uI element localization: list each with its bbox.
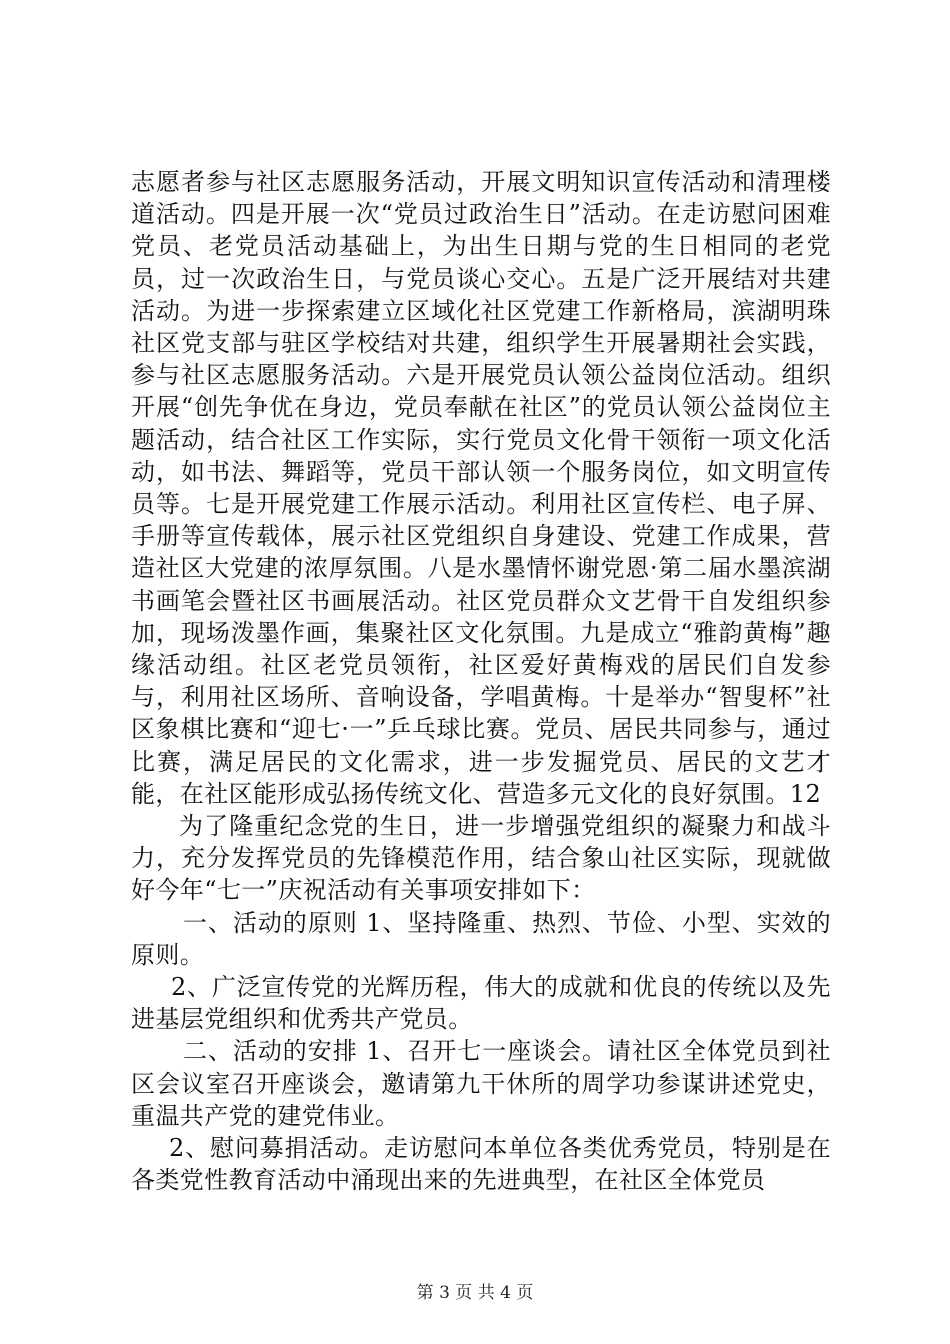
paragraph-condolence: 2、慰问募捐活动。走访慰问本单位各类优秀党员，特别是在各类党性教育活动中涌现出来的先进典型，在社区全体党员 xyxy=(131,1134,831,1195)
paragraph-publicity: 2、广泛宣传党的光辉历程，伟大的成就和优良的传统以及先进基层党组织和优秀共产党员。 xyxy=(131,973,831,1034)
paragraph-introduction: 为了隆重纪念党的生日，进一步增强党组织的凝聚力和战斗力，充分发挥党员的先锋模范作用，结合象山社区实际，现就做好今年“七一”庆祝活动有关事项安排如下： xyxy=(131,812,831,905)
page-number-footer: 第 3 页 共 4 页 xyxy=(416,1283,534,1303)
paragraph-activities-list: 志愿者参与社区志愿服务活动，开展文明知识宣传活动和清理楼道活动。四是开展一次“党员过政治生日”活动。在走访慰问困难党员、老党员活动基础上，为出生日期与党的生日相同的老党员，过一次政治生日，与党员谈心交心。五是广泛开展结对共建活动。为进一步探索建立区域化社区党建工作新格局，滨湖明珠社区党支部与驻区学校结对共建，组织学生开展暑期社会实践，参与社区志愿服务活动。六是开展党员认领公益岗位活动。组织开展“创先争优在身边，党员奉献在社区”的党员认领公益岗位主题活动，结合社区工作实际，实行党员文化骨干领衔一项文化活动，如书法、舞蹈等，党员干部认领一个服务岗位，如文明宣传员等。七是开展党建工作展示活动。利用社区宣传栏、电子屏、手册等宣传载体，展示社区党组织自身建设、党建工作成果，营造社区大党建的浓厚氛围。八是水墨情怀谢党恩·第二届水墨滨湖书画笔会暨社区书画展活动。社区党员群众文艺骨干自发组织参加，现场泼墨作画，集聚社区文化氛围。九是成立“雅韵黄梅”趣缘活动组。社区老党员领衔，社区爱好黄梅戏的居民们自发参与，利用社区场所、音响设备，学唱黄梅。十是举办“智叟杯”社区象棋比赛和“迎七·一”乒乓球比赛。党员、居民共同参与，通过比赛，满足居民的文化需求，进一步发掘党员、居民的文艺才能，在社区能形成弘扬传统文化、营造多元文化的良好氛围。12 xyxy=(131,168,831,808)
paragraph-arrangements: 二、活动的安排 1、召开七一座谈会。请社区全体党员到社区会议室召开座谈会，邀请第九干休所的周学功参谋讲述党史，重温共产党的建党伟业。 xyxy=(131,1037,831,1130)
document-body xyxy=(131,166,831,1197)
paragraph-principles: 一、活动的原则 1、坚持隆重、热烈、节俭、小型、实效的原则。 xyxy=(131,908,831,969)
